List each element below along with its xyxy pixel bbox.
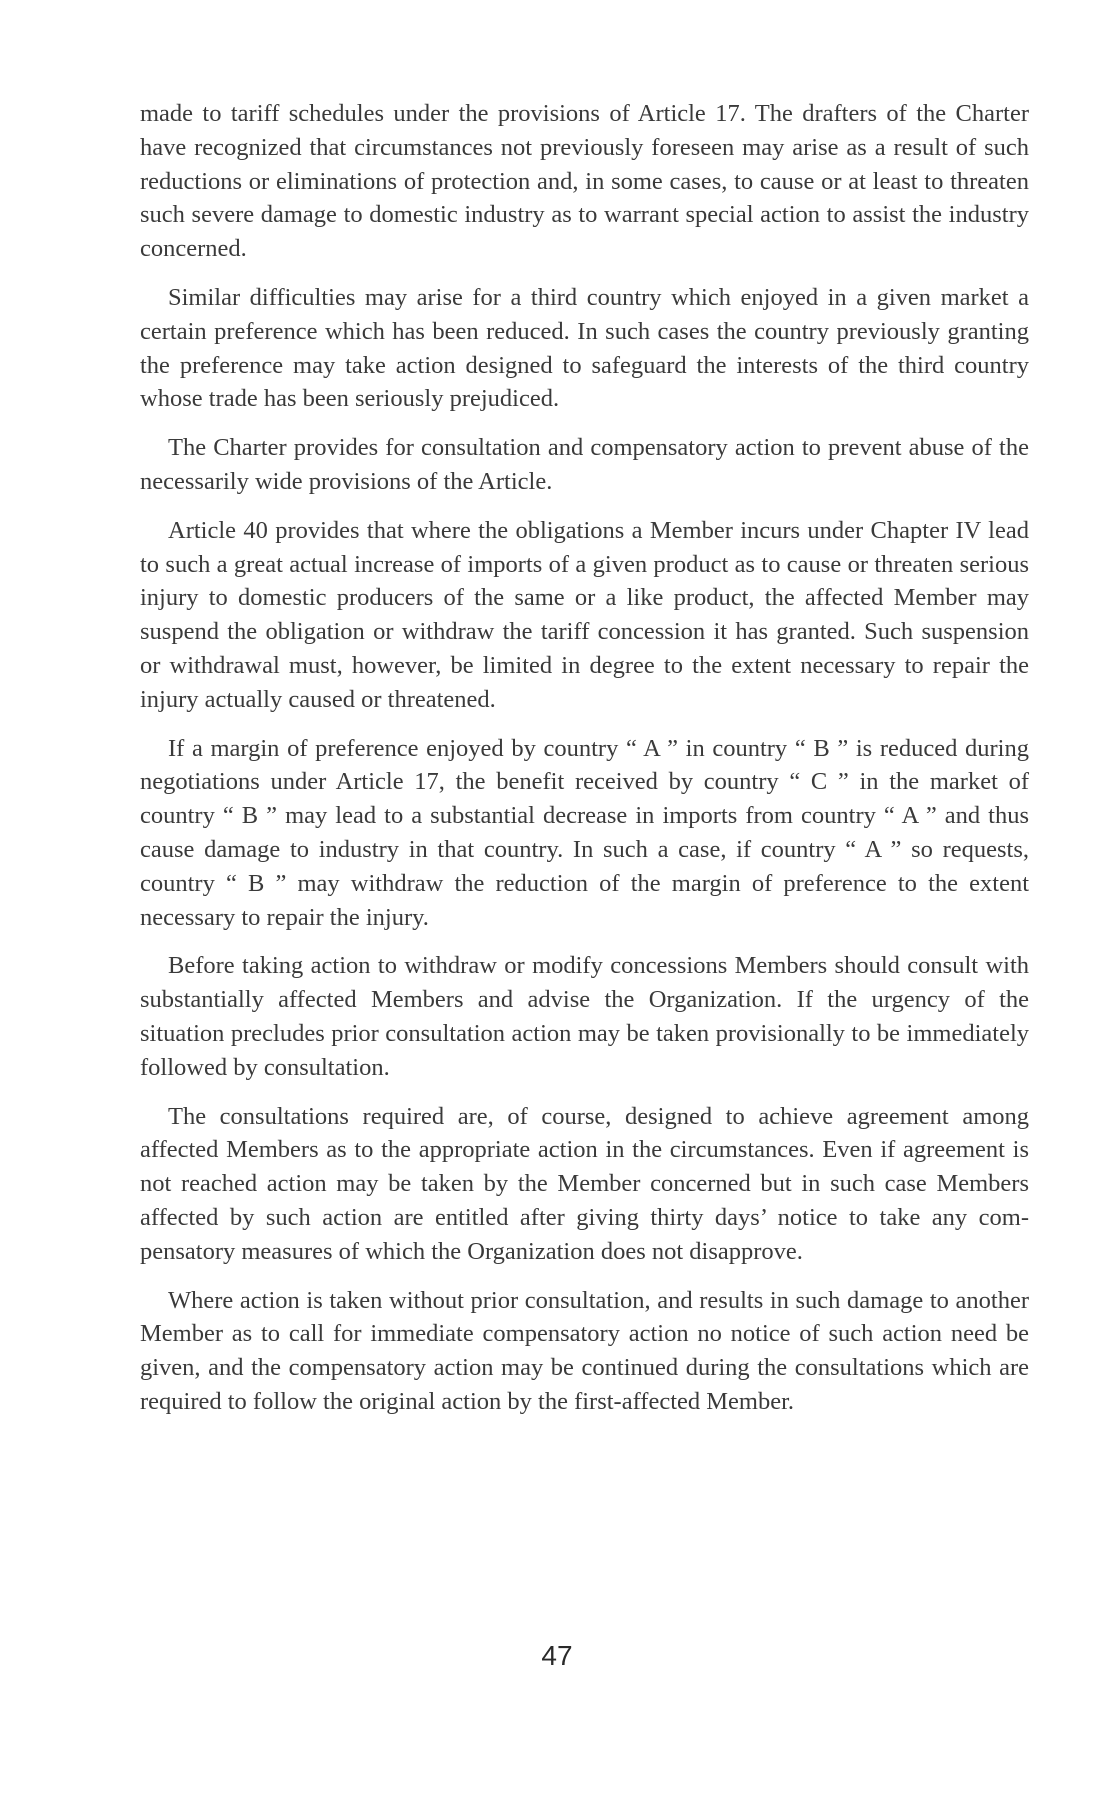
paragraph-continued-tariff-schedules: made to tariff schedules under the provisions of Article 17. The drafters of the Charter have recognized that circumstances not previously foreseen may arise as a result of such reductions or eliminations of protection and, in some cases, to cause or at least to threaten such severe damage to domestic industry as to warrant special action to assist the industry concerned. <box>140 100 1029 263</box>
paragraph-article-40: Article 40 provides that where the obligations a Member incurs under Chapter IV lead to such a great actual increase of imports of a given product as to cause or threaten serious injury to domestic producers of the same or a like product, the affected Member may suspend the obligation or withdraw the tariff concession it has granted. Such suspension or withdrawal must, however, be limited in degree to the extent necessary to repair the injury actually caused or threatened. <box>140 516 1029 713</box>
paragraph-consultations-required: The consultations required are, of course, designed to achieve agreement among affected Members as to the appropriate action in the circumstances. Even if agreement is not reached action may be taken by the Member concerned but in such case Members affected by such action are entitled after giving thirty days’ notice to take any compensatory measures of which the Organization does not disapprove. <box>140 1102 1029 1265</box>
paragraph-consultation-compensatory: The Charter provides for consultation and compensatory action to prevent abuse of the necessarily wide provisions of the Article. <box>140 434 1029 495</box>
page-number: 47 <box>541 1640 573 1671</box>
paragraph-margin-of-preference: If a margin of preference enjoyed by country “ A ” in country “ B ” is reduced during negotiations under Article 17, the benefit received by country “ C ” in the market of country “ B ” may lead to a substantial decrease in imports from country “ A ” and thus cause damage to industry in that country. In such a case, if country “ A ” so requests, country “ B ” may withdraw the reduction of the margin of preference to the extent necessary to repair the injury. <box>140 734 1029 931</box>
paragraph-third-country-preference: Similar difficulties may arise for a third country which enjoyed in a given market a certain preference which has been reduced. In such cases the country previously granting the preference may take action designed to safeguard the interests of the third country whose trade has been seriously prejudiced. <box>140 283 1029 413</box>
paragraph-action-without-consultation: Where action is taken without prior consultation, and results in such damage to another Member as to call for immediate compensatory action no notice of such action need be given, and the compensatory action may be continued during the consultations which are required to follow the original action by the first-affected Member. <box>140 1286 1029 1415</box>
document-body <box>140 97 1029 1434</box>
paragraph-before-taking-action: Before taking action to withdraw or modify concessions Members should consult with substantially affected Members and advise the Organization. If the urgency of the situation precludes prior consultation action may be taken provisionally to be immediately followed by consultation. <box>140 952 1029 1081</box>
